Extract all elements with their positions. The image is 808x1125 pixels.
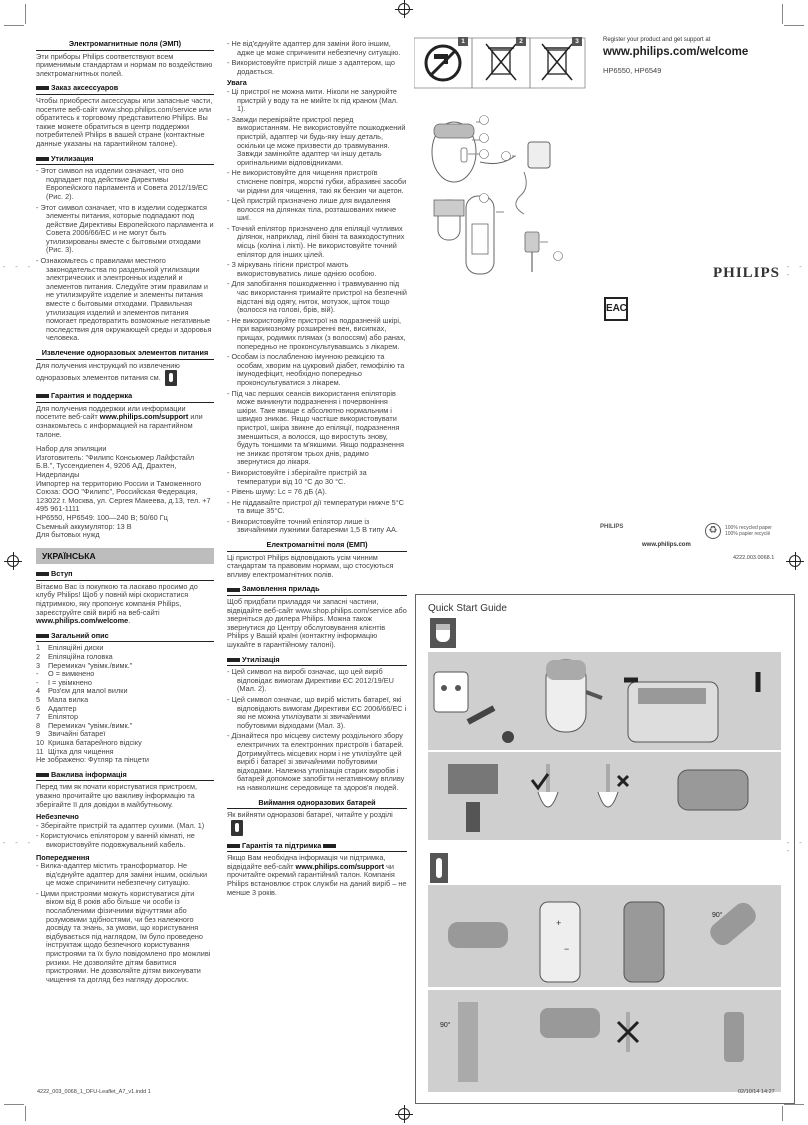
welcome-url[interactable]: www.philips.com/welcome <box>603 46 749 58</box>
eac-mark-icon: ЕАС <box>604 297 628 321</box>
welcome-link-ua[interactable]: www.philips.com/welcome <box>36 616 129 626</box>
quick-start-guide-title: Quick Start Guide <box>428 603 507 614</box>
text-accessories-ru: Чтобы приобрести аксессуары или запасные части, посетите веб-сайт www.shop.philips.com/service или обратитесь к торговому представителю Philips. Вы также можете обратиться в центр поддержки потребителей Philips в вашей стране (контактные данные указаны на гарантийном талоне). <box>36 95 213 148</box>
crop-mark-top-left-v <box>25 4 26 24</box>
crop-mark-top-left <box>4 25 24 26</box>
crop-mark-bottom-left <box>4 1104 24 1105</box>
heading-danger-ua: Небезпечно <box>36 812 79 822</box>
list-item: - Цей символ на виробі означає, що цей виріб відповідає вимогам Директиви ЄС 2012/19/EU (Мал. 2). <box>227 667 394 694</box>
crop-mark-bottom-left-v <box>25 1106 26 1121</box>
file-footer-right: 02/10/14 14:27 <box>738 1089 775 1095</box>
figure-symbol-panels <box>414 36 586 92</box>
text-emp-ru: Эти приборы Philips соответствуют всем применимым стандартам и нормам по воздействию электромагнитных полей. <box>36 51 213 78</box>
fold-mark-right-top: - - - <box>786 264 805 280</box>
registration-mark-right <box>789 555 801 567</box>
fold-mark-left-top: - - - <box>2 264 34 272</box>
fold-mark-left-bottom: - - - <box>2 840 34 848</box>
no-water-icon <box>426 46 460 80</box>
heading-emp-ru: Электромагнитные поля (ЭМП) <box>36 40 214 51</box>
panel-number: 1 <box>458 37 468 46</box>
list-item: 8 Перемикач "увімк./вимк." <box>36 720 133 730</box>
text-guarantee-ru: Для получения поддержки или информации посетите веб-сайт www.philips.com/support или ознакомьтесь с информацией на гарантийном талоне. <box>36 403 203 439</box>
list-item: - Ознакомьтесь с правилами местного законодательства по раздельной утилизации электрических и электронных изделий и элементов питания. Следуйте этим правилам и не утилизируйте изделие и элементы питания вместе с бытовыми отходами. Правильная утилизация изделий и элементов питания помогает предотвратить возможные негативные последствия для окружающей среды и здоровья человека. <box>36 256 212 343</box>
list-item: - Цими пристроями можуть користуватися діти віком від 8 років або більше чи особи із послабленими фізичними відчуттями або розумовими здібностями, чи без належного досвіду та знань, за умови, що користування відбувається під наглядом, їм було проведено інструктаж щодо безпечного користування пристроями та їх було повідомлено про можливі ризики. Не дозволяйте дітям бавитися пристроями. Не дозволяйте дітям виконувати чищення та догляд без нагляду дорослих. <box>36 888 211 984</box>
support-link-ru[interactable]: www.philips.com/support <box>99 412 189 422</box>
heading-guarantee-ru: Гарантия и поддержка <box>36 392 214 403</box>
not-shown-note: Не зображено: Футляр та пінцети <box>36 755 150 765</box>
list-item: 2 Епіляційна головка <box>36 652 113 662</box>
epilator-head-icon <box>430 618 456 648</box>
svg-text:−: − <box>564 944 570 954</box>
heading-battery-ua: Виймання одноразових батарей <box>227 799 407 810</box>
list-item: - Зберігайте пристрій та адаптер сухими. (Мал. 1) <box>36 820 205 830</box>
crossed-bin-battery-icon <box>542 44 572 80</box>
shield-logo: PHILIPS <box>600 524 624 530</box>
registration-mark-left <box>7 555 19 567</box>
heading-important-ua: Важлива інформація <box>36 771 214 782</box>
crop-mark-bottom-right-v <box>782 1106 783 1121</box>
file-footer-left: 4222_003_0068_1_DFU-Leaflet_A7_v1.indd 1 <box>37 1089 151 1095</box>
list-item: 6 Адаптер <box>36 703 77 713</box>
heading-recycling-ua: Утилізація <box>227 656 407 667</box>
column-russian-ukrainian <box>36 40 214 986</box>
model-numbers: HP6550, HP6549 <box>603 66 662 75</box>
support-link-ua[interactable]: www.philips.com/support <box>295 861 385 871</box>
list-item: 3 Перемикач "увімк./вимк." <box>36 660 133 670</box>
registration-mark-bottom <box>398 1108 410 1120</box>
list-item: 9 Звичайні батареї <box>36 729 106 739</box>
crop-mark-top-right <box>784 25 804 26</box>
crop-mark-bottom-right <box>784 1104 804 1105</box>
list-item: - Точний епілятор призначено для епіляції чутливих ділянок, наприклад, лінії бікіні та важкодоступних місць (коліна і лікті). Не використовуйте точний епілятор для інших цілей. <box>227 223 405 259</box>
text-guarantee-ua: Якщо Вам необхідна інформація чи підтримка, відвідайте веб-сайт www.philips.com/support чи прочитайте окремий гарантійний талон. Компанія Philips встановлює строк служби на даний виріб – не менше 3 років. <box>227 853 407 897</box>
list-item: - Не використовуйте для чищення пристроїв стиснене повітря, жорсткі губки, абразивні засоби чи рідини для чищення, такі як бензин чи ацетон. <box>227 168 407 195</box>
text-order-ua: Щоб придбати приладдя чи запасні частини, відвідайте веб-сайт www.shop.philips.com/service або зверніться до дилера Philips. Можна також звернутися до Центру обслуговування клієнтів Philips у Вашій країні (контактну інформацію шукайте в гарантійному талоні). <box>227 597 407 649</box>
list-item: - Этот символ означает, что в изделии содержатся элементы питания, которые подпадают под действие Директивы Европейского парламента и Совета 2006/66/EC и не могут быть утилизированы вместе с бытовыми отходами (Рис. 3). <box>36 202 214 255</box>
text-intro-ua: Вітаємо Вас із покупкою та ласкаво просимо до клубу Philips! Щоб у повній мірі скористатися підтримкою, яку пропонує компанія Philips, зареєструйте свій виріб на веб-сайті www.philips.com/welcome. <box>36 581 198 626</box>
list-item: 1 Епіляційні диски <box>36 643 104 653</box>
heading-accessories-ru: Заказ аксессуаров <box>36 84 214 95</box>
heading-battery-ru: Извлечение одноразовых элементов питания <box>36 349 214 360</box>
list-item: - Не піддавайте пристрої дії температури нижче 5°C та вище 35°C. <box>227 497 404 516</box>
text-battery-ru: Для получения инструкций по извлечению одноразовых элементов питания см. <box>36 362 214 387</box>
fold-mark-right-bottom: - - - <box>786 840 805 856</box>
list-item: - Цей пристрій призначено лише для видалення волосся на ділянках тіла, розташованих нижче шиї. <box>227 196 397 223</box>
heading-intro-ua: Вступ <box>36 570 214 581</box>
text-battery-ua: Як вийняти одноразові батареї, читайте у розділі <box>227 811 407 836</box>
svg-text:+: + <box>556 918 562 928</box>
list-item: - Ці пристрої не можна мити. Ніколи не занурюйте пристрій у воду та не мийте їх під краном (Мал. 1). <box>227 86 399 114</box>
crossed-bin-icon <box>486 44 516 80</box>
list-item: 5 Мала вилка <box>36 695 89 704</box>
list-item: 4 Роз'єм для малої вилки <box>36 686 128 696</box>
list-item: - Не від'єднуйте адаптер для заміни його іншим, адже це може спричинити небезпечну ситуацію. <box>227 39 401 57</box>
list-item: - Дізнайтеся про місцеву систему роздільного збору електричних та електронних пристроїв і батарей. Дотримуйтесь місцевих норм і не утилізуйте цей виріб і батареї зі звичайними побутовими відходами. Належна утилізація старих виробів і батарей допоможе запобігти негативному впливу на навколишнє середовище та здоров'я людей. <box>227 731 405 792</box>
text-important-ua: Перед тим як почати користуватися пристроєм, уважно прочитайте цю важливу інформацію та зберігайте її для довідки в майбутньому. <box>36 782 198 809</box>
list-item: - I = увімкнено <box>36 677 92 687</box>
list-item: 11 Щітка для чищення <box>36 746 114 756</box>
list-item: - Особам із послабленою імунною реакцією та особам, хворим на цукровий діабет, гемофілію та імунодефіцит, необхідно попередньо проконсультуватися з лікарем. <box>227 352 405 387</box>
list-item: - Этот символ на изделии означает, что оно подпадает под действие Директивы Европейского парламента и Совета 2012/19/EC (Рис. 2). <box>36 166 209 201</box>
list-item: - Для запобігання пошкодженню і травмуванню під час використання тримайте пристрої на безпечній відстані від одягу, ниток, мотузок, щіток тощо (волосся на голові, брів, вій). <box>227 279 407 315</box>
heading-order-ua: Замовлення приладь <box>227 585 407 596</box>
heading-description-ua: Загальний опис <box>36 632 214 643</box>
register-text: Register your product and get support at <box>603 37 711 43</box>
list-item: 7 Епілятор <box>36 712 79 722</box>
document-number: 4222.003.0068.1 <box>733 555 775 561</box>
list-item: - Рівень шуму: Lc = 76 дБ (A). <box>227 487 327 497</box>
text-emp-ua: Ці пристрої Philips відповідають усім чинним стандартам та правовим нормам, що стосуються впливу електромагнітних полів. <box>227 552 394 579</box>
list-item: 10 Кришка батарейного відсіку <box>36 737 142 747</box>
importer-block: Набор для эпиляции Изготовитель: "Филипс Консьюмер Лайфстайл Б.В.", Туссендиепен 4, 9206 АД, Драхтен, Нидерланды Импортер на территорию России и Таможенного Союза: ООО "Филипс", Российская Федерация, 123022 г. Москва, ул. Сергея Макеева, д.13, тел. +7 495 961-1111 HP6550, HP6549: 100—240 В; 50/60 Гц Съемный аккумулятор: 13 В Для бытовых нужд <box>36 444 211 540</box>
panel-number: 2 <box>516 37 526 46</box>
list-item: - Користуючись епілятором у ванній кімнаті, не використовуйте подовжувальний кабель. <box>36 831 195 849</box>
angle-label: 90° <box>440 1022 451 1029</box>
list-item: - З міркувань гігієни пристрої мають використовуватись лише однією особою. <box>227 260 377 278</box>
list-item: - Використовуйте точний епілятор лише із звичайними лужними батареями 1,5 В типу AA. <box>227 516 398 535</box>
heading-warning-ua: Попередження <box>36 852 90 862</box>
angle-label: 90° <box>712 912 723 919</box>
heading-guarantee-ua: Гарантія та підтримка <box>227 842 407 853</box>
philips-logo: PHILIPS <box>713 265 781 281</box>
illustration-details <box>428 652 781 1092</box>
callout-markers <box>478 114 568 274</box>
panel-number: 3 <box>572 37 582 46</box>
description-list <box>36 644 214 764</box>
back-url: www.philips.com <box>642 542 691 548</box>
language-banner-ukrainian: УКРАЇНСЬКА <box>36 548 214 565</box>
list-item: - Під час перших сеансів використання епіляторів може виникнути подразнення і почервоніння шкіри. Таке явище є абсолютно нормальним і швидко зникає. Якщо частіше використовувати пристрої, шкіра звикне до епіляції, подразнення зменшиться, а волосся, що виростуть знову, будуть тоншими та м'якшими. Якщо подразнення не зникає протягом трьох днів, радимо звернутися до лікаря. <box>227 388 404 467</box>
list-item: - O = вимкнено <box>36 669 95 679</box>
crop-mark-top-right-v <box>782 4 783 24</box>
list-item: - Завжди перевіряйте пристрої перед використанням. Не використовуйте пошкоджений пристрій, адаптер чи будь-яку іншу деталь, оскільки це може призвести до травмування. Завжди замінюйте адаптер чи іншу деталь оригінальними відповідниками. <box>227 114 406 167</box>
battery-removal-icon <box>231 820 243 836</box>
list-item: - Використовуйте і зберігайте пристрій за температури від 10 °C до 30 °C. <box>227 467 367 486</box>
list-item: - Вилка-адаптер містить трансформатор. Не від'єднуйте адаптер для заміни іншим, оскільки це може спричинити небезпечну ситуацію. <box>36 861 208 888</box>
list-item: - Не використовуйте пристрої на подразненій шкірі, при варикозному розширенні вен, висипках, прищах, родимих плямах (з волоссям) або ранах, попередньо не проконсультувавшись з лікарем. <box>227 315 406 351</box>
list-item: - Цей символ означає, що виріб містить батареї, які відповідають вимогам Директиви ЄС 2006/66/ЕС і які не можна утилізувати зі звичайними побутовими відходами (Мал. 3). <box>227 694 407 730</box>
list-item: - Використовуйте пристрій лише з адаптером, що додається. <box>227 58 395 76</box>
column-ukrainian-continued <box>227 40 407 899</box>
heading-caution-ua: Увага <box>227 78 247 88</box>
recycled-paper-note: 100% recycled paper 100% papier recyclé <box>725 525 772 537</box>
battery-removal-icon <box>165 370 177 386</box>
heading-recycling-ru: Утилизация <box>36 155 214 166</box>
heading-emp-ua: Електромагнітні поля (ЕМП) <box>227 541 407 552</box>
recycle-icon: ♻ <box>705 523 721 539</box>
registration-mark-top <box>398 3 410 15</box>
